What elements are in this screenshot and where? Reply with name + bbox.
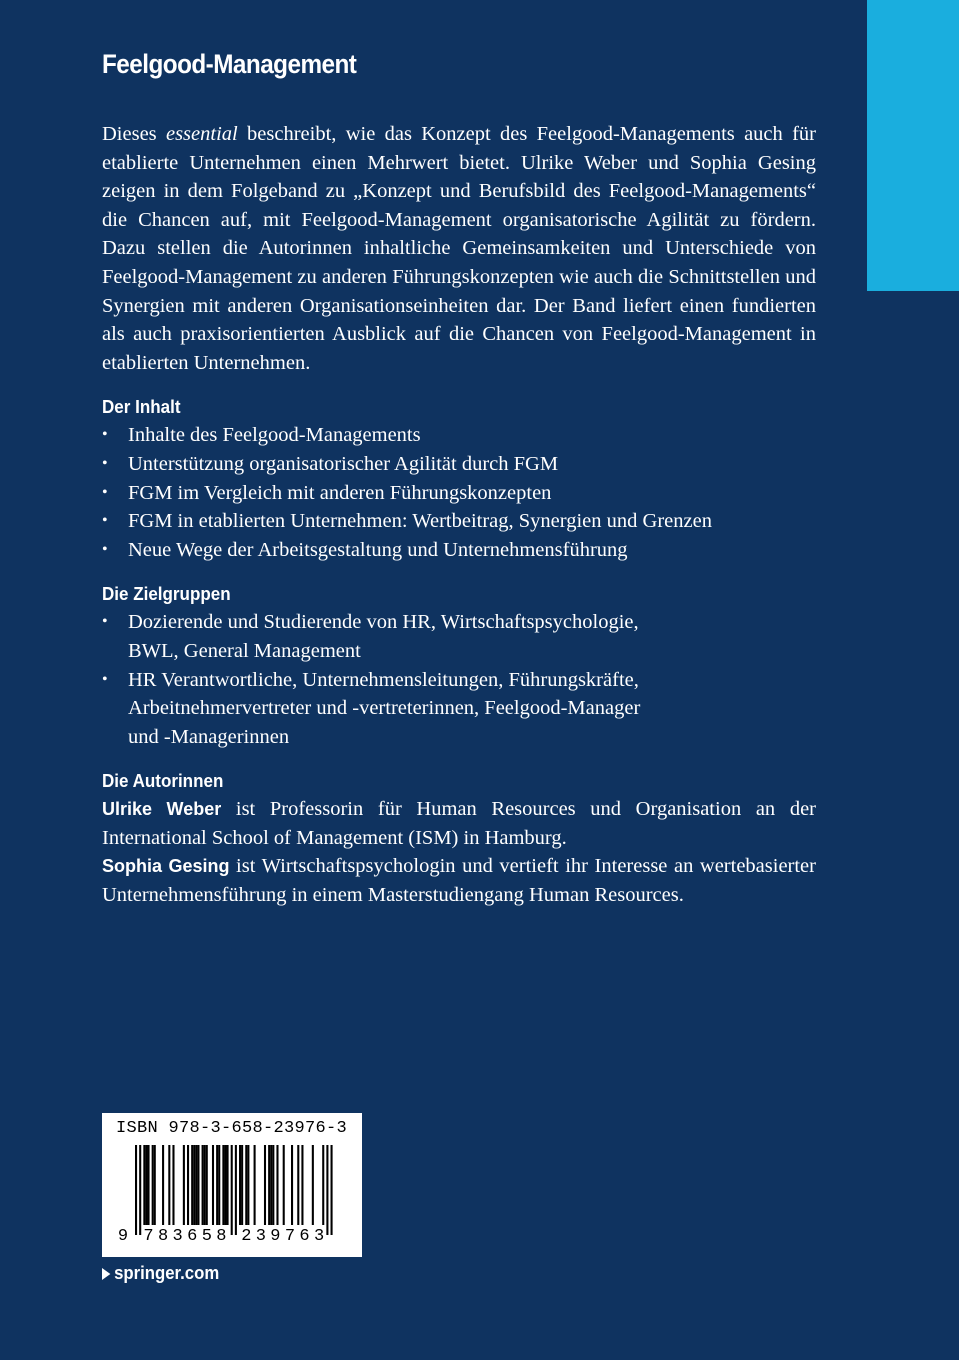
isbn-text: ISBN 978-3-658-23976-3 [116, 1119, 348, 1138]
barcode-bar [270, 1145, 272, 1225]
section-autorinnen [102, 767, 816, 909]
barcode-digit: 9 [270, 1227, 281, 1246]
barcode-bar [191, 1145, 193, 1225]
publisher-url: springer.com [114, 1263, 220, 1283]
barcode-bar [172, 1145, 174, 1225]
barcode-bar [139, 1145, 141, 1235]
back-cover-content [102, 44, 816, 910]
barcode-bar [239, 1145, 241, 1225]
author-bio-text: ist Professorin für Human Resources und Organisation an der International School of Management (ISM) in Hamburg. [102, 798, 816, 849]
list-item-line: Dozierende und Studierende von HR, Wirtschaftspsychologie, [128, 611, 639, 634]
barcode-digit: 3 [172, 1227, 183, 1246]
description-essential: essential [165, 123, 238, 145]
barcode-bar [301, 1145, 303, 1225]
list-item: • FGM im Vergleich mit anderen Führungskonzepten [102, 479, 816, 508]
barcode-bar [241, 1145, 243, 1225]
list-item-line: und -Managerinnen [128, 725, 290, 748]
barcode-bar [276, 1145, 278, 1225]
barcode-bar [227, 1145, 229, 1225]
barcode-bar [195, 1145, 197, 1225]
author-name: Sophia Gesing [102, 856, 230, 877]
list-item [102, 608, 816, 665]
barcode-digit: 3 [255, 1227, 266, 1246]
barcode-bar [147, 1145, 149, 1225]
section-inhalt [102, 393, 816, 564]
author-bio-text: ist Wirtschaftspsychologin und vertieft ihr Interesse an wertebasierter Unternehmensführung in einem Masterstudiengang Human Resources. [102, 855, 816, 907]
list-item [102, 666, 816, 752]
barcode-bar [291, 1145, 293, 1225]
isbn-barcode [102, 1113, 362, 1257]
barcode-digit: 5 [201, 1227, 212, 1246]
list-item: • Unterstützung organisatorischer Agilität durch FGM [102, 450, 816, 479]
heading-inhalt: Der Inhalt [102, 396, 181, 418]
barcode-digit: 8 [157, 1227, 169, 1246]
list-item-line: Arbeitnehmervertreter und -vertreterinnen, Feelgood-Manager [128, 697, 641, 720]
barcode-bar [272, 1145, 274, 1225]
barcode-digit: 6 [187, 1227, 198, 1246]
barcode-bar [135, 1145, 137, 1235]
description-part-2: beschreibt, wie das Konzept des Feelgood-Managements auch für etablierte Unternehmen einen Mehrwert bietet. Ulrike Weber und Sophia Gesing zeigen in dem Folgeband zu „Konzept und Berufsbild des Feelgood-Managements“ die Chancen auf, mit Feelgood-Management organisatorische Agilität zu fördern. Dazu stellen die Autorinnen inhaltliche Gemeinsamkeiten und Unterschiede von Feelgood-Management zu anderen Führungskonzepten wie auch die Schnittstellen und Synergien mit anderen Organisationseinheiten dar. Der Band liefert einen fundierten als auch praxisorientierten Ausblick auf die Chancen von Feelgood-Management in etablierten Unternehmen. [102, 123, 816, 374]
barcode-bar [168, 1145, 170, 1225]
author-bio-gesing [102, 852, 816, 909]
barcode-digit: 2 [241, 1227, 252, 1246]
barcode-digit: 6 [299, 1227, 310, 1246]
barcode-bar [218, 1145, 220, 1225]
barcode-bar [326, 1145, 328, 1235]
barcode-digit: 3 [313, 1227, 325, 1246]
list-item-line: BWL, General Management [128, 639, 361, 662]
list-item-line: HR Verantwortliche, Unternehmensleitungen, Führungskräfte, [128, 668, 639, 691]
list-item: • Neue Wege der Arbeitsgestaltung und Unternehmensführung [102, 536, 816, 565]
list-item: • Inhalte des Feelgood-Managements [102, 421, 816, 450]
barcode-digit: 8 [216, 1227, 227, 1246]
zielgruppen-list [102, 608, 816, 751]
barcode-bar [331, 1145, 333, 1235]
author-bio-weber [102, 795, 816, 852]
heading-autorinnen: Die Autorinnen [102, 770, 224, 792]
barcode-bar [183, 1145, 185, 1225]
section-zielgruppen [102, 580, 816, 751]
book-title: Feelgood-Management [102, 49, 357, 79]
barcode-bar [231, 1145, 233, 1235]
barcode-bar [245, 1145, 247, 1225]
barcode-bar [216, 1145, 218, 1225]
arrow-right-icon [102, 1268, 110, 1280]
barcode-bar [143, 1145, 145, 1225]
inhalt-list [102, 421, 816, 564]
heading-zielgruppen: Die Zielgruppen [102, 583, 231, 605]
barcode-bar [222, 1145, 224, 1225]
barcode-bar [206, 1145, 208, 1225]
barcode-digit: 7 [143, 1227, 154, 1246]
barcode-bar [152, 1145, 154, 1225]
barcode-bar [187, 1145, 189, 1225]
book-description [102, 120, 816, 377]
author-name: Ulrike Weber [102, 799, 222, 820]
barcode-bar [193, 1145, 195, 1225]
barcode-bar [212, 1145, 214, 1225]
barcode-bar [145, 1145, 147, 1225]
barcode-bar [312, 1145, 314, 1225]
barcode-bar [322, 1145, 324, 1225]
barcode-digit: 7 [284, 1227, 296, 1246]
accent-bar [867, 0, 959, 291]
barcode-bar [283, 1145, 285, 1225]
description-part-1: Dieses [102, 123, 166, 145]
barcode-bar [247, 1145, 249, 1225]
barcode-bar [162, 1145, 164, 1225]
list-item: • FGM in etablierten Unternehmen: Wertbeitrag, Synergien und Grenzen [102, 507, 816, 536]
barcode-bar [297, 1145, 299, 1225]
barcode-bar [224, 1145, 226, 1225]
barcode-bar [235, 1145, 237, 1235]
barcode-bar [202, 1145, 204, 1225]
barcode-bar [154, 1145, 156, 1225]
barcode-bar [268, 1145, 270, 1225]
barcode-bar [264, 1145, 266, 1225]
barcode-bar [197, 1145, 199, 1225]
barcode-digit: 9 [117, 1227, 129, 1246]
barcode-bar [254, 1145, 256, 1225]
publisher-link[interactable] [102, 1261, 219, 1285]
barcode-bar [204, 1145, 206, 1225]
